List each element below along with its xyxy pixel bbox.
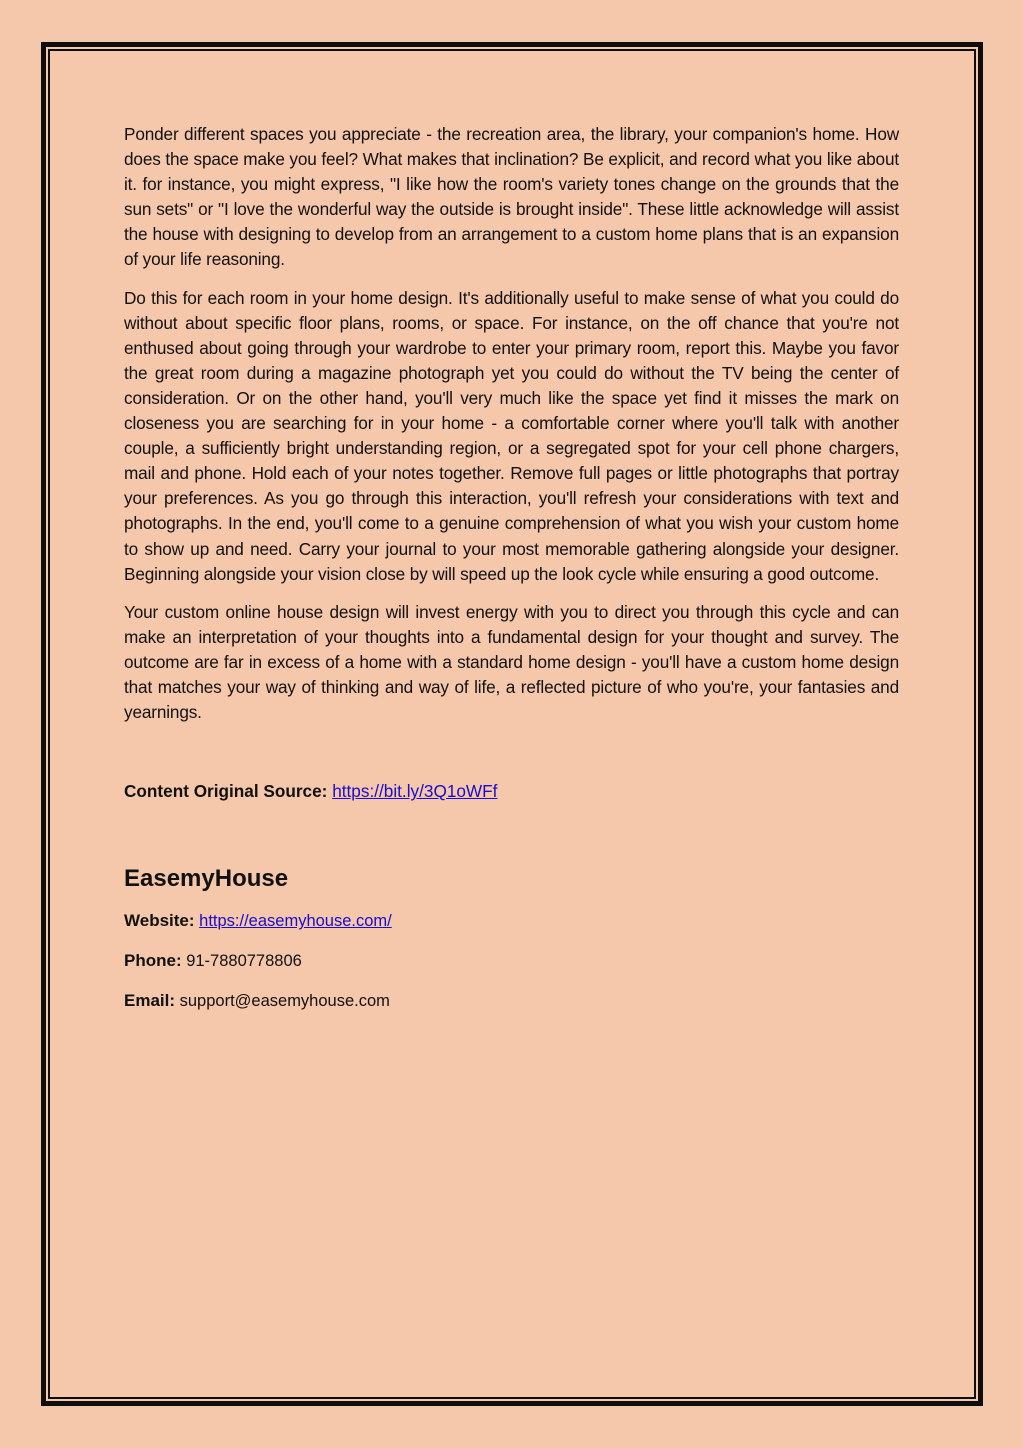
website-line bbox=[124, 908, 899, 934]
source-label: Content Original Source: bbox=[124, 781, 328, 802]
phone-line bbox=[124, 948, 899, 974]
source-link[interactable]: https://bit.ly/3Q1oWFf bbox=[332, 781, 498, 802]
paragraph-3: Your custom online house design will invest energy with you to direct you through this cycle and can make an interpretation of your thoughts into a fundamental design for your thought and survey. The outcome are far in excess of a home with a standard home design - you'll have a custom home design that matches your way of thinking and way of life, a reflected picture of who you're, your fantasies and yearnings. bbox=[124, 601, 899, 723]
phone-value: 91-7880778806 bbox=[186, 952, 302, 971]
company-name: EasemyHouse bbox=[124, 865, 289, 893]
phone-label: Phone: bbox=[124, 951, 182, 971]
email-line bbox=[124, 988, 899, 1014]
paragraph-1: Ponder different spaces you appreciate - the recreation area, the library, your companion's home. How does the space make you feel? What makes that inclination? Be explicit, and record what you like about it. for instance, you might express, "I like how the room's variety tones change on the grounds that the sun sets" or "I love the wonderful way the outside is brought inside". These little acknowledge will assist the house with designing to develop from an arrangement to a custom home plans that is an expansion of your life reasoning. bbox=[124, 124, 899, 270]
website-link[interactable]: https://easemyhouse.com/ bbox=[199, 912, 392, 931]
website-label: Website: bbox=[124, 911, 195, 931]
paragraph-2: Do this for each room in your home design. It's additionally useful to make sense of what you could do without about specific floor plans, rooms, or space. For instance, on the off chance that you're not enthused about going through your wardrobe to enter your primary room, report this. Maybe you favor the great room during a magazine photograph yet you could do without the TV being the center of consideration. Or on the other hand, you'll very much like the space yet find it misses the mark on closeness you are searching for in your home - a comfortable corner where you'll talk with another couple, a sufficiently bright understanding region, or a segregated spot for your cell phone chargers, mail and phone. Hold each of your notes together. Remove full pages or little photographs that portray your preferences. As you go through this interaction, you'll refresh your considerations with text and photographs. In the end, you'll come to a genuine comprehension of what you wish your custom home to show up and need. Carry your journal to your most memorable gathering alongside your designer. Beginning alongside your vision close by will speed up the look cycle while ensuring a good outcome. bbox=[124, 287, 899, 584]
email-label: Email: bbox=[124, 991, 176, 1011]
email-value: support@easemyhouse.com bbox=[179, 992, 390, 1011]
source-line bbox=[124, 779, 899, 804]
document-body bbox=[124, 122, 899, 1014]
